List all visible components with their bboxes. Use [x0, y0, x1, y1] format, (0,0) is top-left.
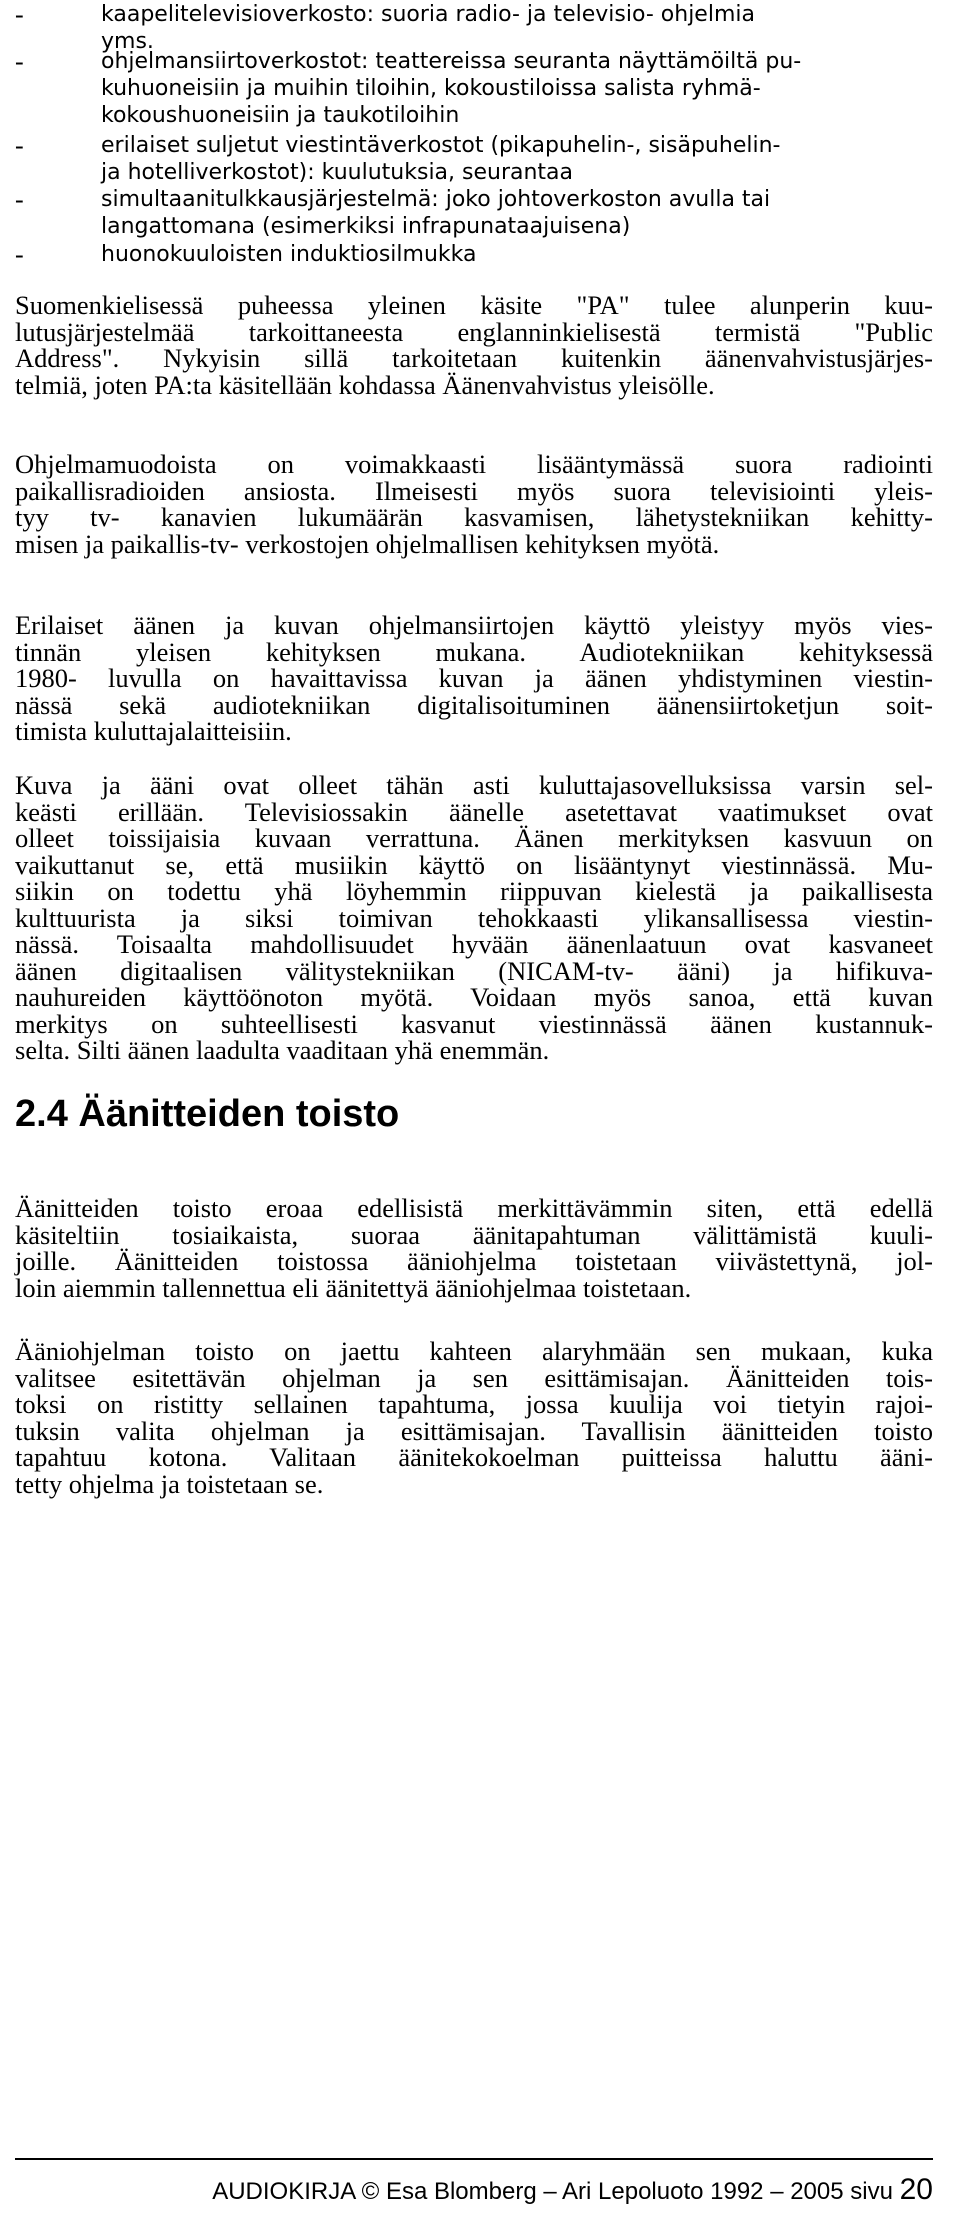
list-item-text: langattomana (esimerkiksi infrapunataajuisena): [101, 214, 631, 239]
paragraph-line: Kuva ja ääni ovat olleet tähän asti kuluttajasovelluksissa varsin sel-: [15, 770, 933, 800]
footer-text: AUDIOKIRJA © Esa Blomberg – Ari Lepoluoto 1992 – 2005 sivu: [212, 2178, 893, 2205]
list-item-text: ja hotelliverkostot): kuulutuksia, seurantaa: [101, 160, 574, 185]
paragraph-line: vaikuttanut se, että musiikin käyttö on lisääntynyt viestinnässä. Mu-: [15, 849, 933, 880]
paragraph-line: timista kuluttajalaitteisiin.: [15, 716, 292, 746]
paragraph-line: valitsee esitettävän ohjelman ja sen esittämisajan. Äänitteiden tois-: [15, 1362, 933, 1393]
list-item-text: yms.: [101, 29, 154, 54]
paragraph-line: olleet toissijaisia kuvaan verrattuna. Äänen merkityksen kasvuun on: [15, 823, 933, 853]
paragraph-line: keästi erillään. Televisiossakin äänelle asetettavat vaatimukset ovat: [15, 796, 933, 827]
paragraph-line: toksi on ristitty sellainen tapahtuma, jossa kuulija voi tietyin rajoi-: [15, 1389, 933, 1419]
paragraph-line: nässä. Toisaalta mahdollisuudet hyvään äänenlaatuun ovat kasvaneet: [15, 929, 933, 959]
paragraph-line: selta. Silti äänen laadulta vaaditaan yhä enemmän.: [15, 1035, 550, 1065]
paragraph-line: nässä sekä audiotekniikan digitalisoituminen äänensiirtoketjun soit-: [15, 689, 933, 720]
footer-rule: [15, 2158, 933, 2160]
list-item-text: kokoushuoneisiin ja taukotiloihin: [101, 103, 460, 128]
list-item-text: erilaiset suljetut viestintäverkostot (pikapuhelin-, sisäpuhelin-: [101, 133, 781, 158]
paragraph-line: Ohjelmamuodoista on voimakkaasti lisääntymässä suora radiointi: [15, 449, 933, 479]
list-dash: -: [15, 47, 24, 76]
paragraph-line: 1980- luvulla on havaittavissa kuvan ja äänen yhdistyminen viestin-: [15, 663, 933, 693]
list-item-text: huonokuuloisten induktiosilmukka: [101, 242, 477, 267]
paragraph-line: kulttuurista ja siksi toimivan tehokkaasti ylikansallisessa viestin-: [15, 902, 933, 933]
paragraph-line: Address". Nykyisin sillä tarkoitetaan kuitenkin äänenvahvistusjärjes-: [15, 343, 933, 373]
page-number: 20: [899, 2173, 933, 2206]
list-dash: -: [15, 0, 24, 29]
paragraph-line: joille. Äänitteiden toistossa ääniohjelma toistetaan viivästettynä, jol-: [15, 1246, 933, 1276]
paragraph-line: misen ja paikallis-tv- verkostojen ohjelmallisen kehityksen myötä.: [15, 528, 720, 559]
paragraph-line: Äänitteiden toisto eroaa edellisistä merkittävämmin siten, että edellä: [15, 1193, 933, 1223]
paragraph-line: tuksin valita ohjelman ja esittämisajan. Tavallisin äänitteiden toisto: [15, 1415, 933, 1446]
list-item-text: simultaanitulkkausjärjestelmä: joko johtoverkoston avulla tai: [101, 187, 771, 212]
paragraph-line: tinnän yleisen kehityksen mukana. Audiotekniikan kehityksessä: [15, 636, 933, 667]
list-dash: -: [15, 185, 24, 214]
list-item-text: kuhuoneisiin ja muihin tiloihin, kokoustiloissa salista ryhmä-: [101, 76, 761, 101]
paragraph-line: paikallisradioiden ansiosta. Ilmeisesti myös suora televisiointi yleis-: [15, 475, 933, 506]
paragraph-line: Suomenkielisessä puheessa yleinen käsite "PA" tulee alunperin kuu-: [15, 290, 933, 320]
list-dash: -: [15, 131, 24, 160]
paragraph-line: loin aiemmin tallennettua eli äänitettyä ääniohjelmaa toistetaan.: [15, 1272, 692, 1303]
paragraph-line: telmiä, joten PA:ta käsitellään kohdassa Äänenvahvistus yleisölle.: [15, 369, 715, 400]
list-item-text: ohjelmansiirtoverkostot: teattereissa seuranta näyttämöiltä pu-: [101, 49, 802, 74]
list-item-text: kaapelitelevisioverkosto: suoria radio- ja televisio- ohjelmia: [101, 2, 755, 27]
paragraph-line: tetty ohjelma ja toistetaan se.: [15, 1468, 324, 1499]
section-heading: 2.4 Äänitteiden toisto: [15, 1093, 400, 1135]
page-footer: [212, 2175, 933, 2207]
paragraph-line: tyy tv- kanavien lukumäärän kasvamisen, lähetystekniikan kehitty-: [15, 502, 933, 532]
paragraph-line: lutusjärjestelmää tarkoittaneesta englanninkielisestä termistä "Public: [15, 316, 933, 347]
paragraph-line: siikin on todettu yhä löyhemmin riippuvan kielestä ja paikallisesta: [15, 876, 933, 906]
paragraph-line: tapahtuu kotona. Valitaan äänitekokoelman puitteissa haluttu ääni-: [15, 1442, 933, 1472]
list-dash: -: [15, 240, 24, 269]
paragraph-line: Ääniohjelman toisto on jaettu kahteen alaryhmään sen mukaan, kuka: [15, 1336, 933, 1366]
paragraph-line: nauhureiden käyttöönoton myötä. Voidaan myös sanoa, että kuvan: [15, 982, 933, 1012]
paragraph-line: äänen digitaalisen välitystekniikan (NICAM-tv- ääni) ja hifikuva-: [15, 955, 933, 986]
paragraph-line: käsiteltiin tosiaikaista, suoraa äänitapahtuman välittämistä kuuli-: [15, 1219, 933, 1250]
paragraph-line: Erilaiset äänen ja kuvan ohjelmansiirtojen käyttö yleistyy myös vies-: [15, 610, 933, 640]
paragraph-line: merkitys on suhteellisesti kasvanut viestinnässä äänen kustannuk-: [15, 1008, 933, 1039]
